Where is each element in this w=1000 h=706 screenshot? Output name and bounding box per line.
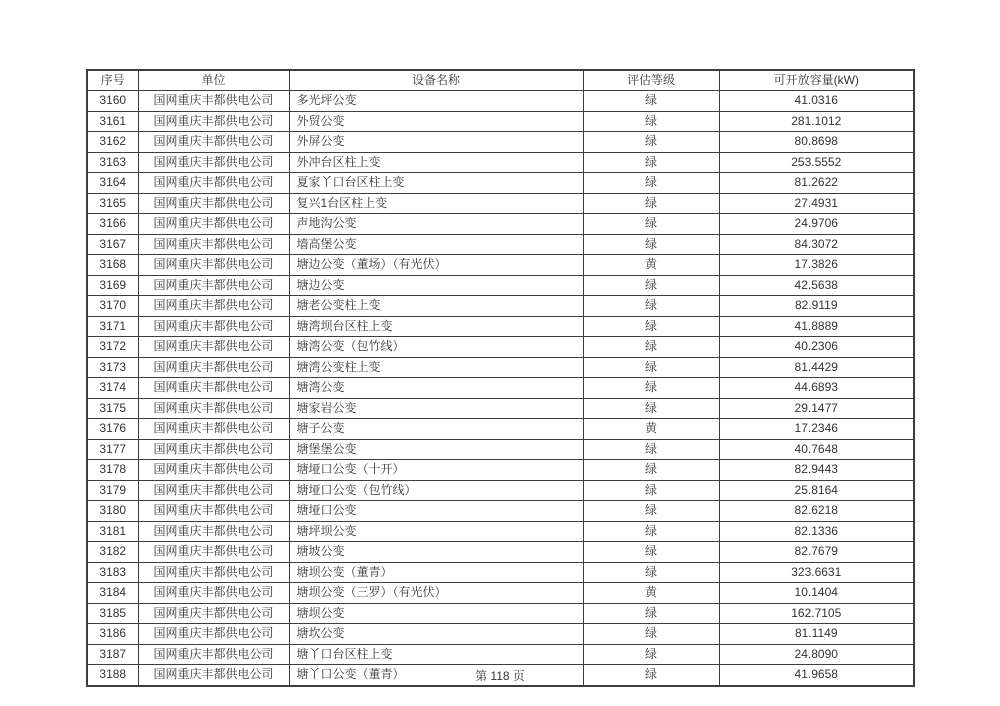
- cell-capacity: 44.6893: [719, 378, 914, 399]
- cell-capacity: 27.4931: [719, 193, 914, 214]
- cell-grade: 绿: [583, 214, 719, 235]
- cell-grade: 绿: [583, 132, 719, 153]
- header-unit: 单位: [138, 70, 289, 91]
- cell-unit: 国网重庆丰都供电公司: [138, 193, 289, 214]
- table-header-row: [87, 70, 914, 91]
- table-row: [87, 316, 914, 337]
- cell-unit: 国网重庆丰都供电公司: [138, 501, 289, 522]
- table-row: [87, 378, 914, 399]
- cell-unit: 国网重庆丰都供电公司: [138, 152, 289, 173]
- cell-serial: 3183: [87, 562, 138, 583]
- cell-grade: 绿: [583, 111, 719, 132]
- cell-serial: 3178: [87, 460, 138, 481]
- cell-capacity: 41.0316: [719, 91, 914, 112]
- cell-capacity: 84.3072: [719, 234, 914, 255]
- cell-grade: 绿: [583, 193, 719, 214]
- table-row: [87, 173, 914, 194]
- cell-grade: 绿: [583, 357, 719, 378]
- cell-serial: 3163: [87, 152, 138, 173]
- table-row: [87, 460, 914, 481]
- table-row: [87, 234, 914, 255]
- cell-serial: 3166: [87, 214, 138, 235]
- cell-capacity: 81.1149: [719, 624, 914, 645]
- cell-grade: 绿: [583, 398, 719, 419]
- cell-device: 复兴1台区柱上变: [289, 193, 583, 214]
- table-row: [87, 193, 914, 214]
- cell-serial: 3176: [87, 419, 138, 440]
- table-row: [87, 152, 914, 173]
- cell-grade: 绿: [583, 480, 719, 501]
- table-row: [87, 398, 914, 419]
- cell-unit: 国网重庆丰都供电公司: [138, 624, 289, 645]
- table-row: [87, 562, 914, 583]
- cell-device: 塘丫口公变（董青）: [289, 665, 583, 686]
- cell-unit: 国网重庆丰都供电公司: [138, 665, 289, 686]
- cell-capacity: 82.9119: [719, 296, 914, 317]
- cell-device: 外屏公变: [289, 132, 583, 153]
- cell-capacity: 29.1477: [719, 398, 914, 419]
- cell-grade: 绿: [583, 665, 719, 686]
- cell-grade: 绿: [583, 644, 719, 665]
- cell-device: 外贸公变: [289, 111, 583, 132]
- cell-grade: 绿: [583, 542, 719, 563]
- cell-serial: 3181: [87, 521, 138, 542]
- cell-device: 多光坪公变: [289, 91, 583, 112]
- cell-device: 墙高堡公变: [289, 234, 583, 255]
- table-row: [87, 583, 914, 604]
- cell-serial: 3169: [87, 275, 138, 296]
- table-row: [87, 439, 914, 460]
- cell-serial: 3177: [87, 439, 138, 460]
- cell-device: 塘老公变柱上变: [289, 296, 583, 317]
- cell-capacity: 81.2622: [719, 173, 914, 194]
- table-row: [87, 214, 914, 235]
- cell-device: 塘坪坝公变: [289, 521, 583, 542]
- cell-device: 夏家丫口台区柱上变: [289, 173, 583, 194]
- cell-serial: 3187: [87, 644, 138, 665]
- cell-device: 塘丫口台区柱上变: [289, 644, 583, 665]
- header-device: 设备名称: [289, 70, 583, 91]
- cell-serial: 3173: [87, 357, 138, 378]
- table-row: [87, 521, 914, 542]
- cell-unit: 国网重庆丰都供电公司: [138, 234, 289, 255]
- cell-grade: 绿: [583, 234, 719, 255]
- cell-serial: 3179: [87, 480, 138, 501]
- cell-capacity: 41.8889: [719, 316, 914, 337]
- cell-capacity: 17.3826: [719, 255, 914, 276]
- cell-grade: 黄: [583, 583, 719, 604]
- table-row: [87, 111, 914, 132]
- cell-capacity: 82.7679: [719, 542, 914, 563]
- cell-grade: 绿: [583, 460, 719, 481]
- cell-capacity: 162.7105: [719, 603, 914, 624]
- cell-unit: 国网重庆丰都供电公司: [138, 337, 289, 358]
- cell-unit: 国网重庆丰都供电公司: [138, 439, 289, 460]
- cell-unit: 国网重庆丰都供电公司: [138, 542, 289, 563]
- table-row: [87, 542, 914, 563]
- cell-device: 塘湾公变柱上变: [289, 357, 583, 378]
- table-row: [87, 419, 914, 440]
- cell-unit: 国网重庆丰都供电公司: [138, 214, 289, 235]
- cell-unit: 国网重庆丰都供电公司: [138, 132, 289, 153]
- cell-serial: 3174: [87, 378, 138, 399]
- cell-device: 塘堡堡公变: [289, 439, 583, 460]
- cell-device: 塘边公变: [289, 275, 583, 296]
- cell-serial: 3161: [87, 111, 138, 132]
- cell-capacity: 40.2306: [719, 337, 914, 358]
- page-number: 第 118 页: [475, 669, 525, 683]
- cell-capacity: 81.4429: [719, 357, 914, 378]
- cell-grade: 黄: [583, 419, 719, 440]
- cell-grade: 绿: [583, 337, 719, 358]
- cell-device: 塘坡公变: [289, 542, 583, 563]
- cell-unit: 国网重庆丰都供电公司: [138, 296, 289, 317]
- cell-unit: 国网重庆丰都供电公司: [138, 316, 289, 337]
- cell-device: 塘坎公变: [289, 624, 583, 645]
- cell-grade: 绿: [583, 316, 719, 337]
- table-row: [87, 337, 914, 358]
- cell-device: 塘垭口公变（十开）: [289, 460, 583, 481]
- cell-serial: 3168: [87, 255, 138, 276]
- cell-capacity: 253.5552: [719, 152, 914, 173]
- cell-unit: 国网重庆丰都供电公司: [138, 460, 289, 481]
- cell-device: 塘边公变（董场）（有光伏）: [289, 255, 583, 276]
- cell-capacity: 323.6631: [719, 562, 914, 583]
- cell-device: 塘子公变: [289, 419, 583, 440]
- cell-serial: 3160: [87, 91, 138, 112]
- table-row: [87, 275, 914, 296]
- cell-device: 塘湾坝台区柱上变: [289, 316, 583, 337]
- cell-serial: 3172: [87, 337, 138, 358]
- cell-capacity: 82.9443: [719, 460, 914, 481]
- cell-unit: 国网重庆丰都供电公司: [138, 583, 289, 604]
- cell-unit: 国网重庆丰都供电公司: [138, 357, 289, 378]
- cell-serial: 3175: [87, 398, 138, 419]
- cell-grade: 绿: [583, 91, 719, 112]
- cell-device: 塘湾公变（包竹线）: [289, 337, 583, 358]
- cell-unit: 国网重庆丰都供电公司: [138, 562, 289, 583]
- cell-capacity: 17.2346: [719, 419, 914, 440]
- cell-grade: 黄: [583, 255, 719, 276]
- cell-capacity: 40.7648: [719, 439, 914, 460]
- cell-grade: 绿: [583, 275, 719, 296]
- table-row: [87, 357, 914, 378]
- table-row: [87, 501, 914, 522]
- cell-serial: 3182: [87, 542, 138, 563]
- cell-unit: 国网重庆丰都供电公司: [138, 111, 289, 132]
- table-row: [87, 296, 914, 317]
- cell-unit: 国网重庆丰都供电公司: [138, 644, 289, 665]
- cell-capacity: 82.6218: [719, 501, 914, 522]
- table-body: [87, 91, 914, 686]
- capacity-table: [86, 69, 915, 687]
- cell-unit: 国网重庆丰都供电公司: [138, 480, 289, 501]
- cell-grade: 绿: [583, 152, 719, 173]
- cell-device: 塘垭口公变: [289, 501, 583, 522]
- cell-unit: 国网重庆丰都供电公司: [138, 275, 289, 296]
- cell-unit: 国网重庆丰都供电公司: [138, 173, 289, 194]
- cell-capacity: 24.9706: [719, 214, 914, 235]
- cell-serial: 3171: [87, 316, 138, 337]
- cell-capacity: 24.8090: [719, 644, 914, 665]
- cell-device: 声地沟公变: [289, 214, 583, 235]
- header-serial: 序号: [87, 70, 138, 91]
- cell-device: 塘坝公变（董青）: [289, 562, 583, 583]
- cell-grade: 绿: [583, 173, 719, 194]
- table-row: [87, 132, 914, 153]
- cell-serial: 3188: [87, 665, 138, 686]
- cell-serial: 3184: [87, 583, 138, 604]
- cell-unit: 国网重庆丰都供电公司: [138, 398, 289, 419]
- cell-grade: 绿: [583, 562, 719, 583]
- header-capacity: 可开放容量(kW): [719, 70, 914, 91]
- cell-serial: 3180: [87, 501, 138, 522]
- cell-device: 塘湾公变: [289, 378, 583, 399]
- cell-grade: 绿: [583, 521, 719, 542]
- cell-serial: 3170: [87, 296, 138, 317]
- table-row: [87, 603, 914, 624]
- cell-capacity: 41.9658: [719, 665, 914, 686]
- cell-device: 外冲台区柱上变: [289, 152, 583, 173]
- table-row: [87, 644, 914, 665]
- cell-serial: 3164: [87, 173, 138, 194]
- cell-capacity: 80.8698: [719, 132, 914, 153]
- cell-capacity: 42.5638: [719, 275, 914, 296]
- cell-device: 塘坝公变（三罗）（有光伏）: [289, 583, 583, 604]
- cell-unit: 国网重庆丰都供电公司: [138, 255, 289, 276]
- cell-unit: 国网重庆丰都供电公司: [138, 603, 289, 624]
- table-row: [87, 624, 914, 645]
- cell-capacity: 281.1012: [719, 111, 914, 132]
- cell-serial: 3167: [87, 234, 138, 255]
- cell-unit: 国网重庆丰都供电公司: [138, 419, 289, 440]
- table-row: [87, 480, 914, 501]
- cell-device: 塘垭口公变（包竹线）: [289, 480, 583, 501]
- cell-grade: 绿: [583, 296, 719, 317]
- cell-device: 塘坝公变: [289, 603, 583, 624]
- table-row: [87, 255, 914, 276]
- cell-capacity: 25.8164: [719, 480, 914, 501]
- cell-unit: 国网重庆丰都供电公司: [138, 521, 289, 542]
- table-row: [87, 91, 914, 112]
- cell-serial: 3165: [87, 193, 138, 214]
- cell-serial: 3186: [87, 624, 138, 645]
- cell-unit: 国网重庆丰都供电公司: [138, 91, 289, 112]
- cell-grade: 绿: [583, 439, 719, 460]
- cell-grade: 绿: [583, 603, 719, 624]
- cell-grade: 绿: [583, 378, 719, 399]
- cell-capacity: 10.1404: [719, 583, 914, 604]
- cell-device: 塘家岩公变: [289, 398, 583, 419]
- cell-capacity: 82.1336: [719, 521, 914, 542]
- cell-serial: 3185: [87, 603, 138, 624]
- cell-grade: 绿: [583, 624, 719, 645]
- cell-serial: 3162: [87, 132, 138, 153]
- cell-grade: 绿: [583, 501, 719, 522]
- cell-unit: 国网重庆丰都供电公司: [138, 378, 289, 399]
- header-grade: 评估等级: [583, 70, 719, 91]
